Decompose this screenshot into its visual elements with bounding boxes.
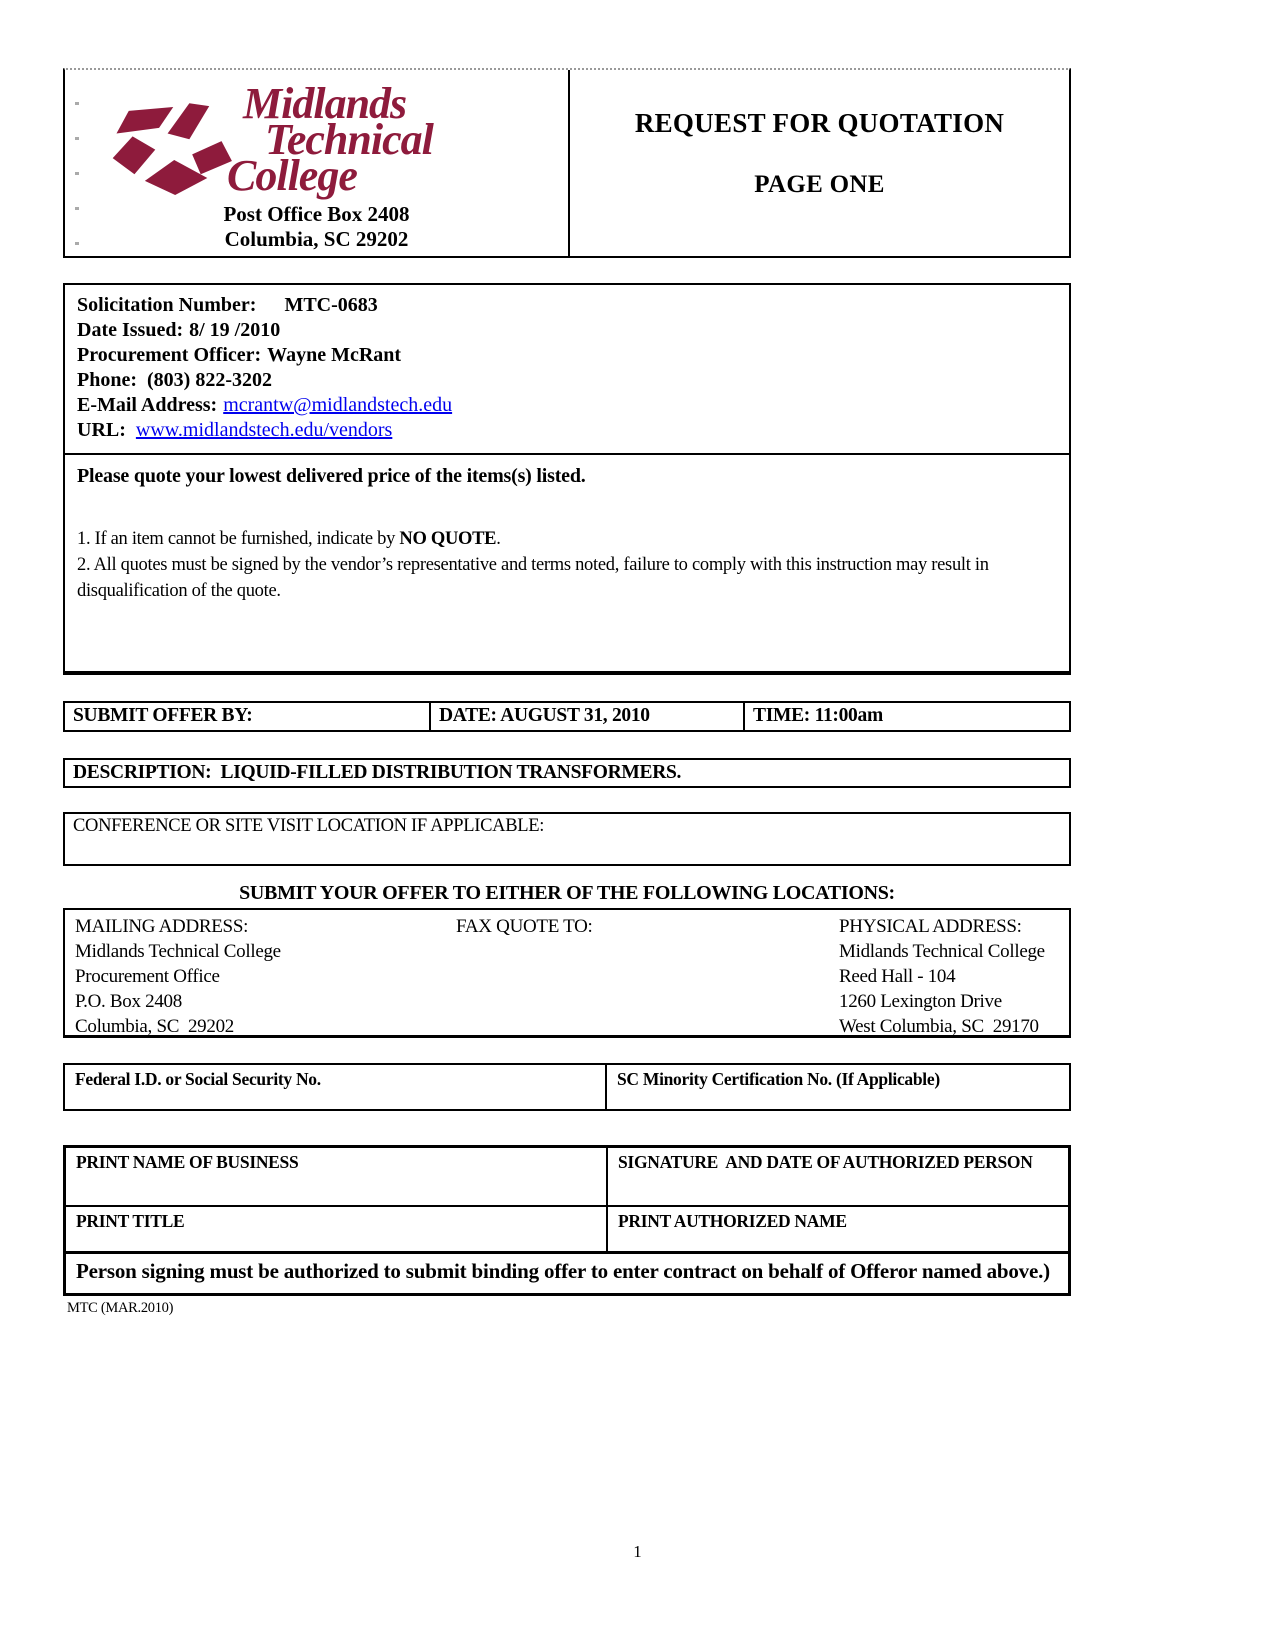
physical-address-label: PHYSICAL ADDRESS: xyxy=(839,916,1022,937)
physical-address-line: West Columbia, SC 29170 xyxy=(839,1016,1039,1037)
college-logo-wordmark xyxy=(227,79,433,200)
quote-instructions-list xyxy=(77,526,1057,604)
submit-offer-by-label: SUBMIT OFFER BY: xyxy=(65,703,431,730)
conference-location-row: CONFERENCE OR SITE VISIT LOCATION IF APPLICABLE: xyxy=(63,812,1071,866)
mailing-address-column xyxy=(75,914,281,1039)
business-signature-row xyxy=(66,1148,1068,1207)
signature-date-field: SIGNATURE AND DATE OF AUTHORIZED PERSON xyxy=(618,1152,1033,1172)
po-box-line: Post Office Box 2408 xyxy=(223,202,410,226)
phone-line xyxy=(77,368,1057,393)
physical-address-line: Reed Hall - 104 xyxy=(839,966,956,987)
mailing-address-line: Procurement Office xyxy=(75,966,220,987)
minority-certification-field: SC Minority Certification No. (If Applicable) xyxy=(617,1069,940,1089)
scan-artifact-dashes xyxy=(75,102,79,252)
email-line xyxy=(77,393,1057,418)
fax-quote-label: FAX QUOTE TO: xyxy=(456,916,593,937)
submit-offer-date: DATE: AUGUST 31, 2010 xyxy=(431,703,745,730)
title-authorized-row xyxy=(66,1207,1068,1254)
page-number: 1 xyxy=(633,1542,642,1561)
physical-address-line: Midlands Technical College xyxy=(839,941,1045,962)
submit-locations-box xyxy=(63,908,1071,1038)
email-link[interactable]: mcrantw@midlandstech.edu xyxy=(223,394,453,416)
date-issued-value: 8/ 19 /2010 xyxy=(189,319,281,341)
phone-label: Phone: xyxy=(77,369,137,391)
date-issued-label: Date Issued: xyxy=(77,319,184,341)
physical-address-line: 1260 Lexington Drive xyxy=(839,991,1002,1012)
url-line xyxy=(77,418,1057,443)
procurement-officer-value: Wayne McRant xyxy=(267,344,402,366)
mailing-address-line: Columbia, SC 29202 xyxy=(75,1016,234,1037)
federal-id-field: Federal I.D. or Social Security No. xyxy=(65,1065,607,1109)
quote-instructions-intro: Please quote your lowest delivered price of the items(s) listed. xyxy=(77,465,586,487)
header-logo-cell xyxy=(65,70,570,256)
logo-word-midlands: Midlands xyxy=(243,79,407,128)
print-business-name-field: PRINT NAME OF BUSINESS xyxy=(66,1148,608,1205)
document-header xyxy=(63,68,1071,258)
procurement-officer-label: Procurement Officer: xyxy=(77,344,262,366)
college-address xyxy=(65,202,568,252)
no-quote-emphasis: NO QUOTE xyxy=(399,529,497,549)
document-content xyxy=(63,0,1071,1317)
date-issued-line xyxy=(77,318,1057,343)
quote-instructions-box xyxy=(63,453,1071,675)
form-code: MTC (MAR.2010) xyxy=(67,1300,174,1316)
email-label: E-Mail Address: xyxy=(77,394,218,416)
submit-locations-heading: SUBMIT YOUR OFFER TO EITHER OF THE FOLLOWING LOCATIONS: xyxy=(239,882,895,904)
phone-value: (803) 822-3202 xyxy=(147,369,272,391)
city-state-zip-line: Columbia, SC 29202 xyxy=(224,227,409,251)
vendor-url-link[interactable]: www.midlandstech.edu/vendors xyxy=(135,419,393,441)
header-title-cell xyxy=(570,70,1069,256)
authorization-notice: Person signing must be authorized to submit binding offer to enter contract on behalf of Offeror named above.) xyxy=(76,1259,1050,1283)
signature-table xyxy=(63,1145,1071,1296)
solicitation-info-box xyxy=(63,283,1071,455)
mailing-address-line: P.O. Box 2408 xyxy=(75,991,182,1012)
id-number-row xyxy=(63,1063,1071,1111)
solicitation-number-line xyxy=(77,293,1057,318)
college-logo xyxy=(65,70,568,200)
print-title-field: PRINT TITLE xyxy=(66,1207,608,1251)
document-page-label: PAGE ONE xyxy=(754,171,885,198)
solicitation-number-value: MTC-0683 xyxy=(284,294,378,316)
logo-word-technical: Technical xyxy=(265,115,433,164)
description-row: DESCRIPTION: LIQUID-FILLED DISTRIBUTION TRANSFORMERS. xyxy=(63,758,1071,788)
college-star-logo-icon xyxy=(105,90,233,196)
fax-quote-column xyxy=(456,914,593,939)
solicitation-number-label: Solicitation Number: xyxy=(77,294,257,316)
print-authorized-name-field: PRINT AUTHORIZED NAME xyxy=(618,1211,847,1231)
url-label: URL: xyxy=(77,419,126,441)
instruction-item-2: 2. All quotes must be signed by the vendor’s representative and terms noted, failure to comply with this instruction may result in disqualification of the quote. xyxy=(77,555,994,601)
instruction-item-1: 1. If an item cannot be furnished, indicate by NO QUOTE. xyxy=(77,529,501,549)
submit-offer-time: TIME: 11:00am xyxy=(753,705,883,726)
mailing-address-label: MAILING ADDRESS: xyxy=(75,916,249,937)
logo-word-college: College xyxy=(227,151,357,200)
submit-offer-row xyxy=(63,701,1071,732)
document-title: REQUEST FOR QUOTATION xyxy=(634,108,1005,138)
physical-address-column xyxy=(839,914,1045,1039)
mailing-address-line: Midlands Technical College xyxy=(75,941,281,962)
procurement-officer-line xyxy=(77,343,1057,368)
